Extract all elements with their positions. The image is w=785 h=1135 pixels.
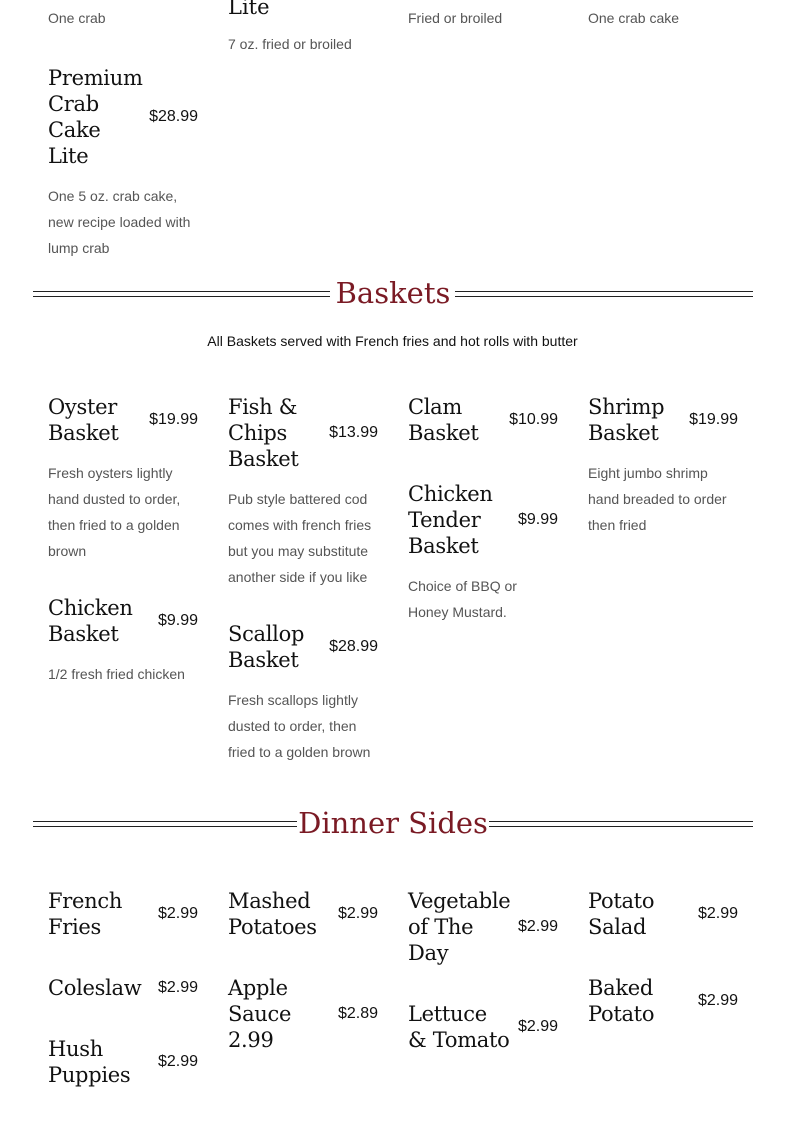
- section-title: Baskets: [335, 276, 451, 310]
- menu-item: [408, 888, 558, 966]
- item-name: Chicken Tender Basket: [408, 482, 493, 558]
- item-price: $2.99: [157, 1053, 198, 1070]
- item-price: $19.99: [149, 411, 198, 428]
- item-price: $19.99: [689, 411, 738, 428]
- item-description: Fried or broiled: [408, 10, 503, 26]
- item-description: One 5 oz. crab cake, new recipe loaded with lump crab: [48, 188, 191, 256]
- item-price: $2.99: [697, 992, 738, 1009]
- item-name: Premium Crab Cake Lite: [48, 66, 143, 168]
- item-name: Fish & Chips Basket: [228, 395, 299, 471]
- item-description: One crab cake: [588, 10, 680, 26]
- item-name: Baked Potato: [588, 976, 655, 1026]
- item-price: $28.99: [329, 638, 378, 655]
- item-name: Lite: [228, 0, 270, 19]
- item-name: Clam Basket: [408, 395, 479, 445]
- item-name: Lettuce & Tomato: [408, 1002, 510, 1052]
- item-name: Chicken Basket: [48, 596, 133, 646]
- item-name: Coleslaw: [48, 976, 142, 1000]
- item-name: French Fries: [48, 889, 123, 939]
- section-heading-baskets: [33, 273, 753, 313]
- item-price: $9.99: [517, 511, 558, 528]
- item-price: $2.99: [157, 979, 198, 996]
- menu-item: [408, 481, 558, 625]
- item-description: 1/2 fresh fried chicken: [48, 666, 185, 682]
- menu-item: [588, 888, 738, 940]
- item-price: $2.99: [157, 905, 198, 922]
- menu-item: [48, 975, 198, 1001]
- item-price: $28.99: [149, 108, 198, 125]
- item-price: $10.99: [509, 411, 558, 428]
- item-description: Choice of BBQ or Honey Mustard.: [408, 578, 517, 620]
- item-price: $13.99: [329, 424, 378, 441]
- item-description: One crab: [48, 10, 106, 26]
- item-price: $2.99: [337, 905, 378, 922]
- item-name: Hush Puppies: [48, 1037, 131, 1087]
- menu-item: [48, 888, 198, 940]
- menu-item: [408, 1001, 558, 1053]
- item-name: Apple Sauce 2.99: [228, 976, 292, 1052]
- menu-item: [408, 394, 558, 446]
- item-name: Oyster Basket: [48, 395, 119, 445]
- menu-item: [228, 975, 378, 1053]
- menu-item: [588, 394, 738, 538]
- item-name: Potato Salad: [588, 889, 655, 939]
- item-name: Shrimp Basket: [588, 395, 665, 445]
- section-subtitle: All Baskets served with French fries and hot rolls with butter: [207, 333, 578, 349]
- menu-item: [228, 394, 378, 590]
- item-name: Vegetable of The Day: [408, 889, 511, 965]
- menu-item: [228, 621, 378, 765]
- item-price: $2.99: [697, 905, 738, 922]
- item-description: Eight jumbo shrimp hand breaded to order then fried: [588, 465, 727, 533]
- menu-item: [48, 65, 198, 261]
- item-name: Mashed Potatoes: [228, 889, 317, 939]
- menu-item: [588, 975, 738, 1027]
- item-description: 7 oz. fried or broiled: [228, 36, 352, 52]
- item-description: Fresh scallops lightly dusted to order, then fried to a golden brown: [228, 692, 371, 760]
- item-description: Pub style battered cod comes with french fries but you may substitute another side if you like: [228, 491, 372, 585]
- menu-item: [48, 595, 198, 687]
- section-heading-dinner-sides: [33, 803, 753, 843]
- section-title: Dinner Sides: [298, 806, 488, 840]
- item-price: $2.99: [517, 1018, 558, 1035]
- menu-item: [48, 394, 198, 564]
- item-description: Fresh oysters lightly hand dusted to order, then fried to a golden brown: [48, 465, 181, 559]
- item-name: Scallop Basket: [228, 622, 305, 672]
- item-price: $2.99: [517, 918, 558, 935]
- item-price: $9.99: [157, 612, 198, 629]
- menu-item: [48, 1036, 198, 1088]
- item-price: $2.89: [337, 1005, 378, 1022]
- menu-item: [228, 888, 378, 940]
